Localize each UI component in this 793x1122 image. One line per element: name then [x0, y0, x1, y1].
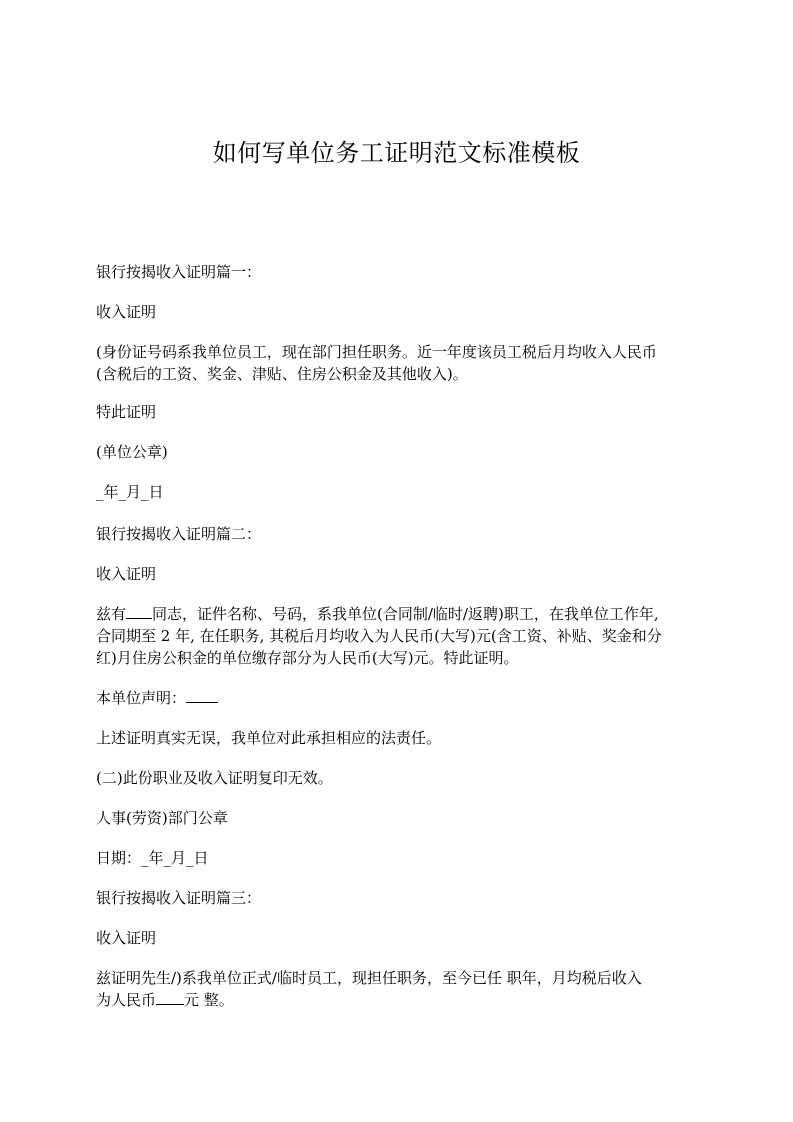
- paragraph-1-line-2: (含税后的工资、奖金、津贴、住房公积金及其他收入)。: [96, 365, 468, 383]
- paragraph-3-line-2-end: 元 整。: [184, 991, 234, 1009]
- statement-text: 上述证明真实无误，我单位对此承担相应的法责任。: [96, 729, 442, 747]
- section-heading-3: 银行按揭收入证明篇三：: [96, 889, 262, 907]
- subheading-2: 收入证明: [96, 565, 157, 583]
- section-heading-1: 银行按揭收入证明篇一：: [96, 263, 262, 281]
- paragraph-3-line-2: [96, 988, 706, 1012]
- date-line-1: _年_月_日: [96, 483, 164, 501]
- paragraph-1-line-1: (身份证号码系我单位员工，现在部门担任职务。近一年度该员工税后月均收入人民币: [96, 343, 657, 361]
- paragraph-3-line-1: 兹证明先生/)系我单位正式/临时员工，现担任职务，至今已任 职年，月均税后收入: [96, 969, 642, 987]
- unit-statement: [96, 686, 706, 710]
- copy-invalid-text: (二)此份职业及收入证明复印无效。: [96, 769, 333, 787]
- paragraph-3-line-2-start: 为人民币: [96, 991, 157, 1009]
- section-heading-2: 银行按揭收入证明篇二：: [96, 525, 262, 543]
- blank-underline: [186, 688, 218, 703]
- seal-text-1: (单位公章): [96, 443, 168, 461]
- prefix-text: 兹有: [96, 605, 127, 623]
- document-title: 如何写单位务工证明范文标准模板: [212, 139, 581, 167]
- certify-text-1: 特此证明: [96, 403, 157, 421]
- paragraph-2-line-3: 红)月住房公积金的单位缴存部分为人民币(大写)元。特此证明。: [96, 649, 519, 667]
- blank-underline: [156, 990, 184, 1005]
- date-line-2: 日期：_年_月_日: [96, 849, 209, 867]
- blank-underline: [126, 604, 152, 619]
- paragraph-2-line-2: 合同期至 2 年, 在任职务, 其税后月均收入为人民币(大写)元(含工资、补贴、奖金和分: [96, 627, 662, 645]
- unit-statement-label: 本单位声明：: [96, 689, 187, 707]
- paragraph-2-line-1: [96, 602, 706, 626]
- subheading-1: 收入证明: [96, 303, 157, 321]
- subheading-3: 收入证明: [96, 929, 157, 947]
- hr-seal-text: 人事(劳资)部门公章: [96, 809, 228, 827]
- paragraph-2-line-1-text: 同志，证件名称、号码，系我单位(合同制/临时/返聘)职工，在我单位工作年,: [152, 605, 659, 623]
